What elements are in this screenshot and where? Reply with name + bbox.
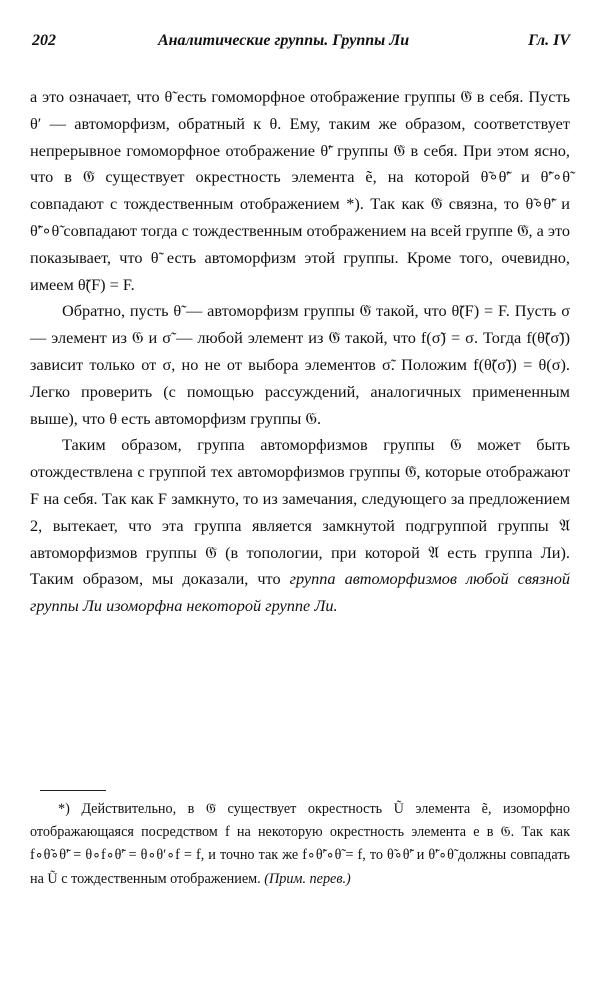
translator-note: (Прим. перев.): [264, 870, 351, 887]
main-text: [30, 84, 570, 620]
paragraph-2: Обратно, пусть θ̃ — автоморфизм группы 𝔊̃ такой, что θ̃(F) = F. Пусть σ — элемент из 𝔊 и σ̃ — любой элемент из 𝔊̃ такой, что f(σ̃) = σ. Тогда f(θ̃(σ̃)) зависит только от σ, но не от выбора элементов σ̃. Положим f(θ̃(σ̃)) = θ(σ). Легко проверить (с помощью рассуждений, аналогичных примененным выше), что θ есть автоморфизм группы 𝔊.: [30, 301, 570, 428]
running-header: [30, 30, 570, 52]
theorem-conclusion: группа автоморфизмов любой связной группы Ли изоморфна некоторой группе Ли.: [30, 569, 571, 616]
paragraph-3: [30, 432, 570, 620]
footnote: [30, 798, 570, 891]
paragraph-1: а это означает, что θ̃ есть гомоморфное отображение группы 𝔊̃ в себя. Пусть θ′ — автоморфизм, обратный к θ. Ему, таким же образом, соответствует непрерывное гомоморфное отображение θ̃′ группы 𝔊̃ в себя. При этом ясно, что в 𝔊̃ существует окрестность элемента ẽ, на которой θ̃∘θ̃′ и θ̃′∘θ̃ совпадают с тождественным отображением *). Так как 𝔊̃ связна, то θ̃∘θ̃′ и θ̃′∘θ̃ совпадают тогда с тождественным отображением на всей группе 𝔊̃, а это показывает, что θ̃ есть автоморфизм этой группы. Кроме того, очевидно, имеем θ̃(F) = F.: [30, 87, 570, 294]
chapter-label: Гл. IV: [528, 32, 570, 49]
footnote-text: *) Действительно, в 𝔊̃ существует окрестность Ũ элемента ẽ, изоморфно отображающаяся посредством f на некоторую окрестность элемента e в 𝔊. Так как f∘θ̃∘θ̃′ = θ∘f∘θ̃′ = θ∘θ′∘f = f, и точно так же f∘θ̃′∘θ̃ = f, то θ̃∘θ̃′ и θ̃′∘θ̃ должны совпадать на Ũ с тождественным отображением.: [30, 801, 570, 887]
running-title: Аналитические группы. Группы Ли: [158, 32, 410, 49]
footnote-divider: [40, 790, 106, 791]
paragraph-3-text: Таким образом, группа автоморфизмов группы 𝔊 может быть отождествлена с группой тех автоморфизмов группы 𝔊̃, которые отображают F на себя. Так как F замкнуто, то из замечания, следующего за предложением 2, вытекает, что эта группа является замкнутой подгруппой группы 𝔄 автоморфизмов группы 𝔊̃ (в топологии, при которой 𝔄 есть группа Ли). Таким образом, мы доказали, что: [30, 435, 570, 589]
page-number: 202: [32, 32, 56, 49]
